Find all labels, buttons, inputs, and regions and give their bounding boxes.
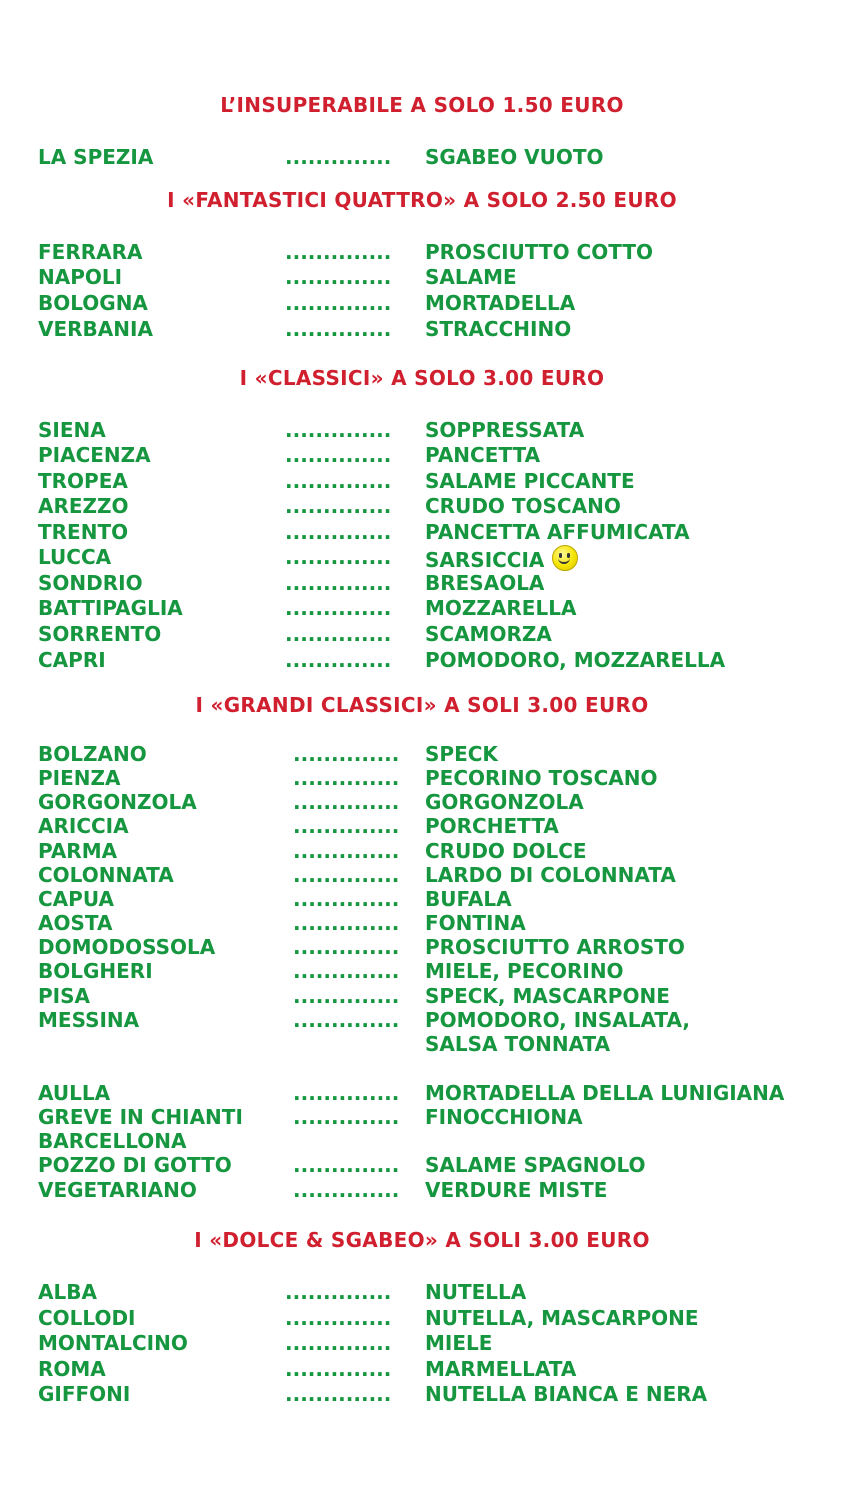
leader-dots: .............. <box>293 742 400 766</box>
menu-row <box>0 911 844 935</box>
filling-name: SPECK <box>425 742 498 766</box>
city-name: NAPOLI <box>38 265 123 289</box>
leader-dots: .............. <box>285 418 392 442</box>
city-name: PARMA <box>38 839 118 863</box>
menu-row <box>0 935 844 959</box>
menu-row <box>0 1382 844 1406</box>
filling-name: NUTELLA BIANCA E NERA <box>425 1382 708 1406</box>
city-name: COLONNATA <box>38 863 174 887</box>
city-name: AREZZO <box>38 494 129 518</box>
city-name: GIFFONI <box>38 1382 131 1406</box>
city-name: SONDRIO <box>38 571 143 595</box>
filling-name: NUTELLA, MASCARPONE <box>425 1306 699 1330</box>
menu-row <box>0 1081 844 1105</box>
menu-row <box>0 1280 844 1304</box>
menu-row <box>0 291 844 315</box>
filling-name: PROSCIUTTO ARROSTO <box>425 935 685 959</box>
filling-name: STRACCHINO <box>425 317 572 341</box>
leader-dots: .............. <box>285 240 392 264</box>
menu-row <box>0 622 844 646</box>
leader-dots: .............. <box>285 443 392 467</box>
menu-row <box>0 240 844 264</box>
section-title-grandi-classici: I «GRANDI CLASSICI» A SOLI 3.00 EURO <box>195 693 649 717</box>
city-name: SORRENTO <box>38 622 162 646</box>
leader-dots: .............. <box>285 291 392 315</box>
city-name: FERRARA <box>38 240 143 264</box>
city-name: LUCCA <box>38 545 112 569</box>
filling-name: NUTELLA <box>425 1280 527 1304</box>
section-title-insuperabile: L’INSUPERABILE A SOLO 1.50 EURO <box>220 93 624 117</box>
filling-name: MOZZARELLA <box>425 596 577 620</box>
menu-row <box>0 742 844 766</box>
filling-name: BRESAOLA <box>425 571 545 595</box>
leader-dots: .............. <box>285 469 392 493</box>
filling-name: SALAME <box>425 265 517 289</box>
city-name: BOLZANO <box>38 742 147 766</box>
city-name: BOLOGNA <box>38 291 148 315</box>
city-name: SIENA <box>38 418 106 442</box>
menu-row <box>0 1129 844 1153</box>
smiley-face-icon <box>552 545 578 571</box>
leader-dots: .............. <box>285 622 392 646</box>
section-title-classici: I «CLASSICI» A SOLO 3.00 EURO <box>239 366 605 390</box>
leader-dots: .............. <box>293 863 400 887</box>
city-name: PIENZA <box>38 766 121 790</box>
filling-name: SARSICCIA <box>425 548 545 572</box>
leader-dots: .............. <box>293 935 400 959</box>
leader-dots: .............. <box>285 1306 392 1330</box>
leader-dots: .............. <box>285 317 392 341</box>
menu-row <box>0 418 844 442</box>
leader-dots: .............. <box>285 648 392 672</box>
leader-dots: .............. <box>293 959 400 983</box>
leader-dots: .............. <box>285 1331 392 1355</box>
city-name: BATTIPAGLIA <box>38 596 183 620</box>
city-name: POZZO DI GOTTO <box>38 1153 232 1177</box>
leader-dots: .............. <box>293 1008 400 1032</box>
filling-name: MIELE <box>425 1331 493 1355</box>
leader-dots: .............. <box>285 596 392 620</box>
menu-row <box>0 571 844 595</box>
city-name: ARICCIA <box>38 814 129 838</box>
filling-name: SGABEO VUOTO <box>425 145 604 169</box>
leader-dots: .............. <box>293 839 400 863</box>
filling-name: SALAME PICCANTE <box>425 469 635 493</box>
menu-row <box>0 863 844 887</box>
leader-dots: .............. <box>293 1081 400 1105</box>
leader-dots: .............. <box>293 911 400 935</box>
city-name: ROMA <box>38 1357 106 1381</box>
menu-row <box>0 596 844 620</box>
leader-dots: .............. <box>293 1153 400 1177</box>
filling-name: MARMELLATA <box>425 1357 577 1381</box>
menu-row <box>0 1153 844 1177</box>
city-name: AULLA <box>38 1081 111 1105</box>
city-name: TROPEA <box>38 469 128 493</box>
leader-dots: .............. <box>285 494 392 518</box>
leader-dots: .............. <box>293 814 400 838</box>
leader-dots: .............. <box>293 790 400 814</box>
menu-row <box>0 648 844 672</box>
filling-name: PANCETTA AFFUMICATA <box>425 520 690 544</box>
filling-name-with-emoji <box>425 545 578 572</box>
filling-name: POMODORO, INSALATA, <box>425 1008 690 1032</box>
city-name: PISA <box>38 984 90 1008</box>
menu-row <box>0 1357 844 1381</box>
menu-row <box>0 545 844 572</box>
filling-name: POMODORO, MOZZARELLA <box>425 648 726 672</box>
menu-row <box>0 1105 844 1129</box>
leader-dots: .............. <box>285 571 392 595</box>
city-name: CAPRI <box>38 648 106 672</box>
city-name: CAPUA <box>38 887 114 911</box>
menu-row <box>0 145 844 169</box>
leader-dots: .............. <box>285 1280 392 1304</box>
menu-row <box>0 520 844 544</box>
leader-dots: .............. <box>285 545 392 569</box>
city-name: MESSINA <box>38 1008 140 1032</box>
menu-row <box>0 317 844 341</box>
leader-dots: .............. <box>285 265 392 289</box>
filling-name: SALSA TONNATA <box>425 1032 611 1056</box>
filling-name: PECORINO TOSCANO <box>425 766 658 790</box>
filling-name: SCAMORZA <box>425 622 552 646</box>
filling-name: PROSCIUTTO COTTO <box>425 240 653 264</box>
menu-row <box>0 814 844 838</box>
filling-name: MORTADELLA <box>425 291 576 315</box>
city-name: VERBANIA <box>38 317 153 341</box>
menu-row-continuation <box>0 1032 844 1056</box>
menu-row <box>0 1306 844 1330</box>
menu-row <box>0 494 844 518</box>
menu-row <box>0 959 844 983</box>
city-name: AOSTA <box>38 911 113 935</box>
filling-name: BUFALA <box>425 887 512 911</box>
city-name: COLLODI <box>38 1306 136 1330</box>
filling-name: PANCETTA <box>425 443 541 467</box>
city-name: TRENTO <box>38 520 129 544</box>
filling-name: FONTINA <box>425 911 526 935</box>
filling-name: PORCHETTA <box>425 814 559 838</box>
city-name: LA SPEZIA <box>38 145 154 169</box>
menu-row <box>0 1178 844 1202</box>
filling-name: SPECK, MASCARPONE <box>425 984 670 1008</box>
filling-name: MORTADELLA DELLA LUNIGIANA <box>425 1081 785 1105</box>
filling-name: FINOCCHIONA <box>425 1105 583 1129</box>
city-name: BOLGHERI <box>38 959 153 983</box>
menu-row <box>0 790 844 814</box>
menu-row <box>0 766 844 790</box>
filling-name: CRUDO TOSCANO <box>425 494 621 518</box>
section-title-dolce-sgabeo: I «DOLCE & SGABEO» A SOLI 3.00 EURO <box>194 1228 650 1252</box>
leader-dots: .............. <box>285 1382 392 1406</box>
leader-dots: .............. <box>285 145 392 169</box>
menu-row <box>0 839 844 863</box>
leader-dots: .............. <box>285 520 392 544</box>
menu-row <box>0 1331 844 1355</box>
menu-row <box>0 265 844 289</box>
menu-row <box>0 887 844 911</box>
city-name: MONTALCINO <box>38 1331 188 1355</box>
city-name: VEGETARIANO <box>38 1178 197 1202</box>
city-name: GREVE IN CHIANTI <box>38 1105 243 1129</box>
filling-name: LARDO DI COLONNATA <box>425 863 676 887</box>
filling-name: SOPPRESSATA <box>425 418 585 442</box>
menu-row <box>0 469 844 493</box>
city-name: ALBA <box>38 1280 97 1304</box>
leader-dots: .............. <box>293 887 400 911</box>
leader-dots: .............. <box>285 1357 392 1381</box>
filling-name: VERDURE MISTE <box>425 1178 608 1202</box>
filling-name: GORGONZOLA <box>425 790 584 814</box>
leader-dots: .............. <box>293 766 400 790</box>
filling-name: MIELE, PECORINO <box>425 959 624 983</box>
city-name: BARCELLONA <box>38 1129 187 1153</box>
menu-row <box>0 443 844 467</box>
leader-dots: .............. <box>293 1178 400 1202</box>
city-name: PIACENZA <box>38 443 151 467</box>
filling-name: CRUDO DOLCE <box>425 839 587 863</box>
leader-dots: .............. <box>293 984 400 1008</box>
menu-row <box>0 984 844 1008</box>
section-title-fantastici: I «FANTASTICI QUATTRO» A SOLO 2.50 EURO <box>167 188 677 212</box>
filling-name: SALAME SPAGNOLO <box>425 1153 646 1177</box>
menu-row <box>0 1008 844 1032</box>
city-name: DOMODOSSOLA <box>38 935 216 959</box>
city-name: GORGONZOLA <box>38 790 197 814</box>
leader-dots: .............. <box>293 1105 400 1129</box>
